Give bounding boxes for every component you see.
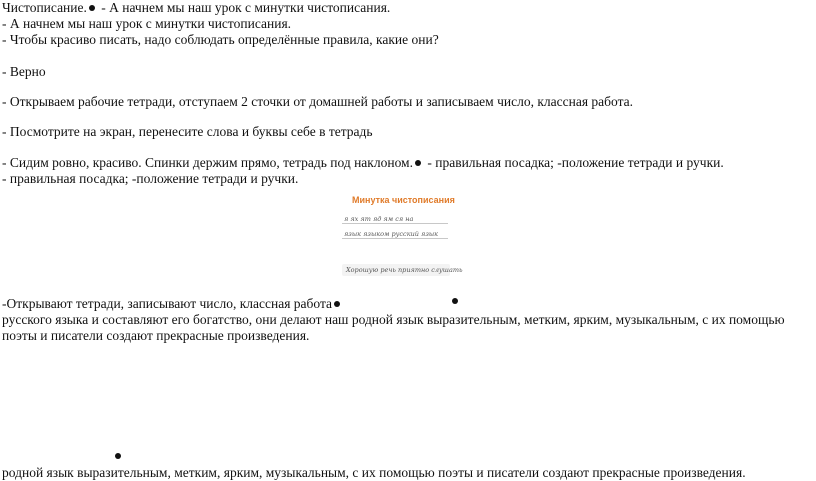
text-line-9 (2, 296, 343, 312)
cursive-row-3: Хорошую речь приятно слушать (346, 266, 463, 274)
text-line-6: - Посмотрите на экран, перенесите слова и буквы себе в тетрадь (2, 124, 373, 139)
bullet-icon (89, 5, 95, 11)
ruled-line (342, 223, 448, 224)
bullet-icon (334, 301, 340, 307)
text-line-3: - Чтобы красиво писать, надо соблюдать определённые правила, какие они? (2, 32, 439, 47)
text-line-2: - А начнем мы наш урок с минутки чистописания. (2, 16, 292, 31)
lesson-heading: Чистописание. (2, 0, 87, 15)
bullet-icon (115, 453, 121, 459)
text-segment: -Открывают тетради, записывают число, классная работа (2, 296, 333, 311)
text-line-8: - правильная посадка; -положение тетради и ручки. (2, 171, 299, 186)
text-segment: - А начнем мы наш урок с минутки чистописания. (97, 0, 391, 15)
text-line-4: - Верно (2, 64, 46, 79)
text-line-12: родной язык выразительным, метким, ярким, музыкальным, с их помощью поэты и писатели создают прекрасные произведения. (2, 465, 746, 480)
ruled-line (342, 238, 448, 239)
text-line-5: - Открываем рабочие тетради, отступаем 2 сточки от домашней работы и записываем число, классная работа. (2, 94, 634, 109)
text-segment: - Сидим ровно, красиво. Спинки держим прямо, тетрадь под наклоном. (2, 155, 413, 170)
text-line-10: русского языка и составляют его богатство, они делают наш родной язык выразительным, метким, ярким, музыкальным, с их помощью (2, 312, 785, 327)
text-line-11: поэты и писатели создают прекрасные произведения. (2, 328, 310, 343)
text-line-7 (2, 155, 724, 171)
text-line-1 (2, 0, 390, 16)
cursive-row-2: язык языком русский язык (344, 230, 439, 238)
bullet-icon (452, 298, 458, 304)
bullet-icon (415, 160, 421, 166)
text-segment: - правильная посадка; -положение тетради и ручки. (423, 155, 724, 170)
cursive-row-1: я ях ят яд ям ся на (344, 215, 414, 223)
slide-title: Минутка чистописания (352, 195, 455, 205)
